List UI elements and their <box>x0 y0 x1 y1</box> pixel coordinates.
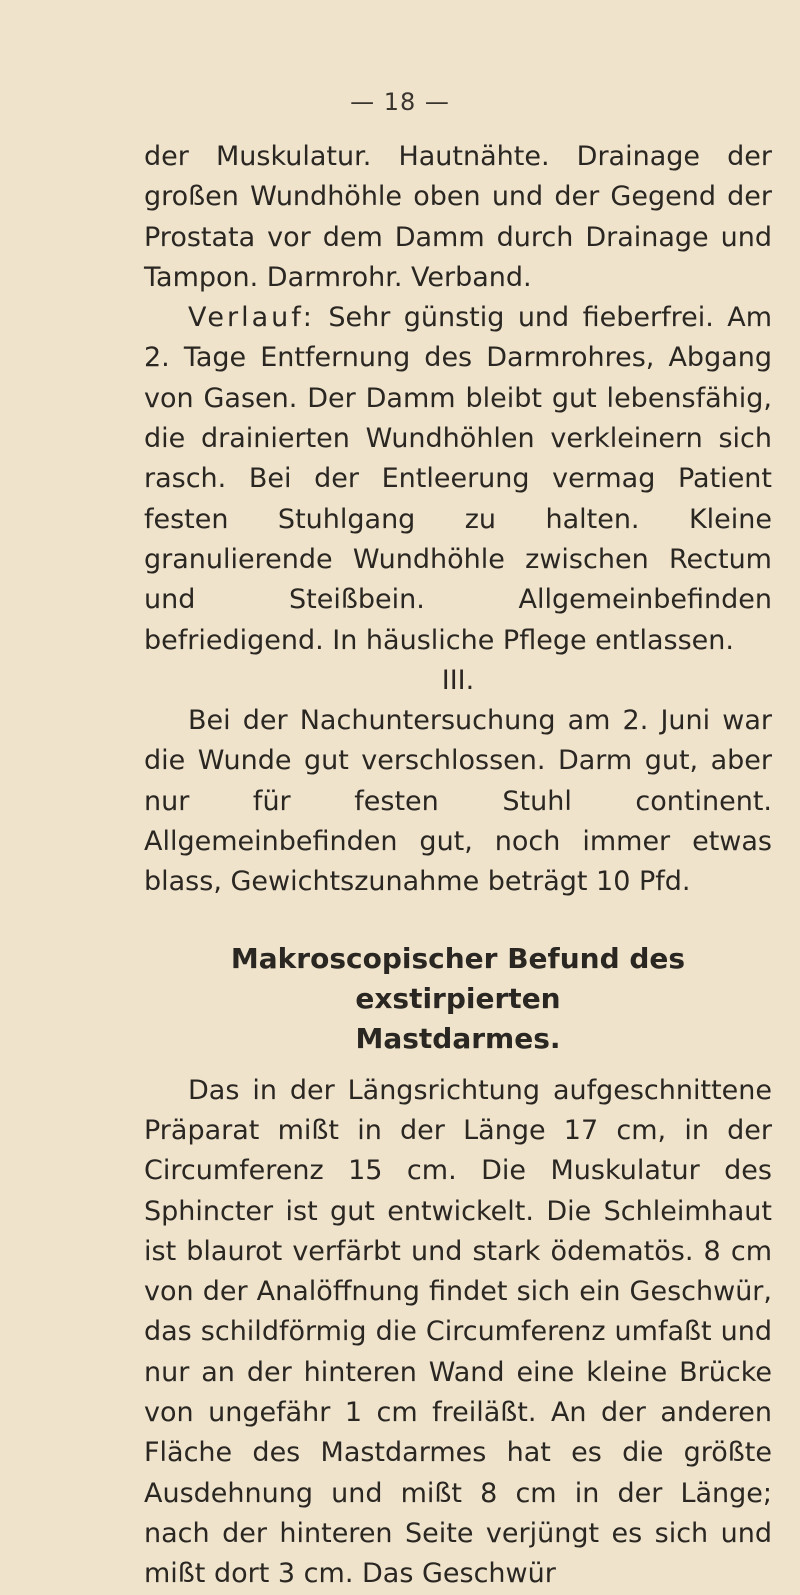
section-number: III. <box>441 664 475 696</box>
body-text <box>144 137 772 1595</box>
paragraph-befund: Das in der Längsrichtung aufgeschnittene Präparat mißt in der Länge 17 cm, in der Circumferenz 15 cm. Die Muskulatur des Sphincter ist gut entwickelt. Die Schleimhaut ist blaurot verfärbt und stark ödematös. 8 cm von der Analöffnung findet sich ein Geschwür, das schildförmig die Circumferenz umfaßt und nur an der hinteren Wand eine kleine Brücke von ungefähr 1 cm freiläßt. An der anderen Fläche des Mastdarmes hat es die größte Ausdehnung und mißt 8 cm in der Länge; nach der hinteren Seite verjüngt es sich und mißt dort 3 cm. Das Geschwür <box>144 1074 772 1590</box>
verlauf-label: Verlauf: <box>188 302 315 334</box>
heading-line-1: Makroscopischer Befund des exstirpierten <box>230 941 686 1015</box>
verlauf-text: Sehr günstig und fieberfrei. Am 2. Tage Entfernung des Darmrohres, Abgang von Gasen. Der Damm bleibt gut lebensfähig, die drainierten Wundhöhlen verkleinern sich rasch. Bei der Entleerung vermag Patient festen Stuhlgang zu halten. Kleine granulierende Wundhöhle zwischen Rectum und Steißbein. Allgemeinbefinden befriedigend. In häusliche Pflege entlassen. <box>144 302 772 656</box>
page-number: — 18 — <box>350 88 450 116</box>
section-heading <box>144 939 772 1059</box>
heading-line-2: Mastdarmes. <box>355 1021 561 1055</box>
paragraph-nachuntersuchung: Bei der Nachuntersuchung am 2. Juni war die Wunde gut verschlossen. Darm gut, aber nur für festen Stuhl continent. Allgemeinbefinden gut, noch immer etwas blass, Gewichtszunahme beträgt 10 Pfd. <box>144 705 772 898</box>
paragraph-continuation: der Muskulatur. Hautnähte. Drainage der großen Wundhöhle oben und der Gegend der Prostata vor dem Damm durch Drainage und Tampon. Darmrohr. Verband. <box>144 141 772 293</box>
paragraph-verlauf <box>144 298 772 661</box>
